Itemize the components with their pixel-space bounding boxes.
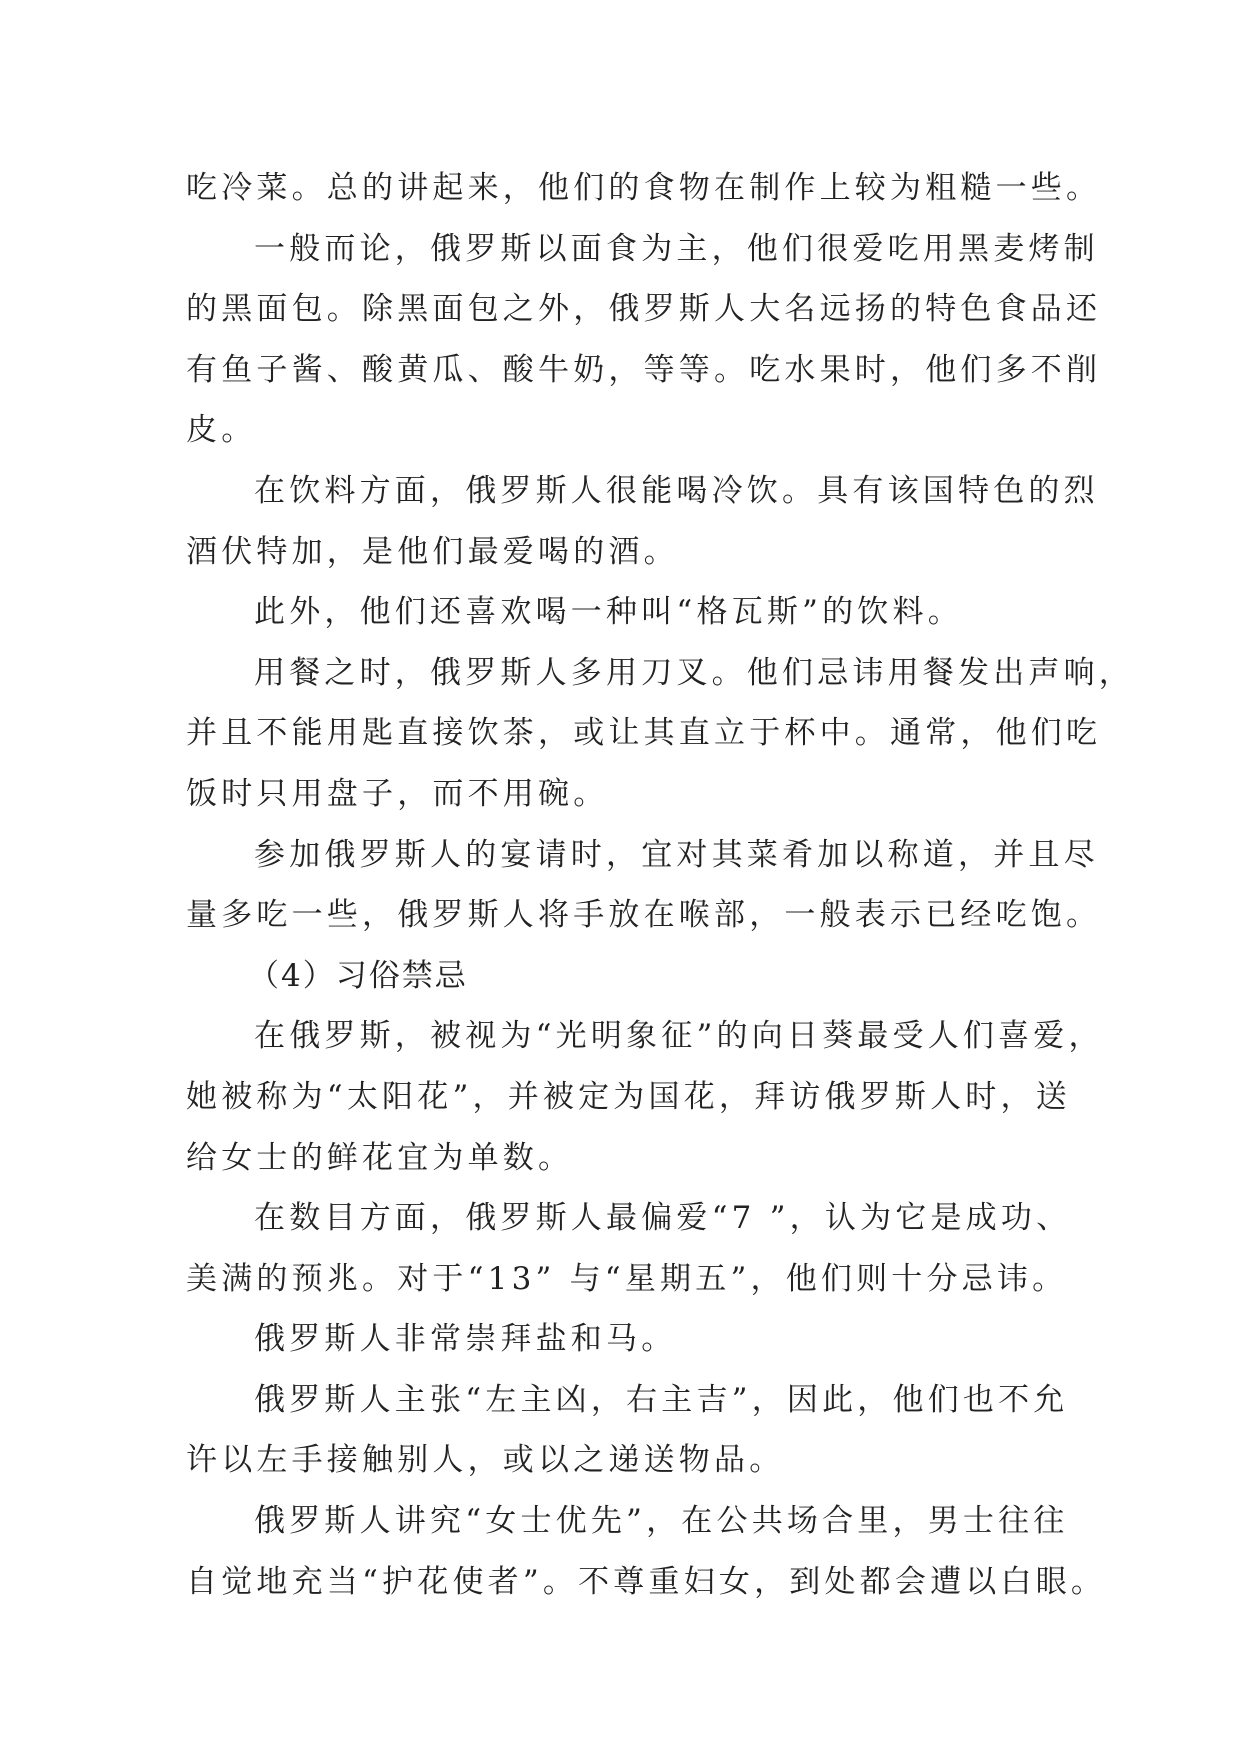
text-line: 在俄罗斯，被视为“光明象征”的向日葵最受人们喜爱，: [254, 1018, 1104, 1055]
text-line: 参加俄罗斯人的宴请时，宜对其菜肴加以称道，并且尽: [254, 836, 1099, 873]
text-line: 俄罗斯人非常崇拜盐和马。: [254, 1321, 677, 1358]
text-line: 饭时只用盘子，而不用碗。: [186, 775, 609, 812]
body-text: [186, 158, 1134, 1612]
text-line: 俄罗斯人主张“左主凶，右主吉”，因此，他们也不允: [254, 1381, 1069, 1418]
text-line: 并且不能用匙直接饮茶，或让其直立于杯中。通常，他们吃: [186, 715, 1102, 752]
text-line: 有鱼子酱、酸黄瓜、酸牛奶，等等。吃水果时，他们多不削: [186, 351, 1102, 388]
text-line: 吃冷菜。总的讲起来，他们的食物在制作上较为粗糙一些。: [186, 170, 1102, 206]
text-line: 量多吃一些，俄罗斯人将手放在喉部，一般表示已经吃饱。: [186, 897, 1102, 934]
text-line: 美满的预兆。对于“13” 与“星期五”，他们则十分忌讳。: [186, 1260, 1068, 1297]
text-line: 酒伏特加，是他们最爱喝的酒。: [186, 533, 679, 570]
text-line: 一般而论，俄罗斯以面食为主，他们很爱吃用黑麦烤制: [254, 230, 1099, 267]
text-line: 的黑面包。除黑面包之外，俄罗斯人大名远扬的特色食品还: [186, 291, 1102, 328]
text-line: 在数目方面，俄罗斯人最偏爱“7 ”，认为它是成功、: [254, 1200, 1072, 1237]
text-line: 给女士的鲜花宜为单数。: [186, 1139, 574, 1176]
text-line: 许以左手接触别人，或以之递送物品。: [186, 1442, 785, 1479]
text-line: 俄罗斯人讲究“女士优先”，在公共场合里，男士往往: [254, 1503, 1069, 1540]
text-line: 在饮料方面，俄罗斯人很能喝冷饮。具有该国特色的烈: [254, 472, 1099, 509]
text-line: 用餐之时，俄罗斯人多用刀叉。他们忌讳用餐发出声响，: [254, 654, 1134, 691]
text-line: 自觉地充当“护花使者”。不尊重妇女，到处都会遭以白眼。: [186, 1563, 1107, 1600]
text-line: 她被称为“太阳花”，并被定为国花，拜访俄罗斯人时，送: [186, 1078, 1071, 1115]
section-heading: （4）习俗禁忌: [248, 957, 468, 994]
text-line: 此外，他们还喜欢喝一种叫“格瓦斯”的饮料。: [254, 594, 963, 631]
text-line: 皮。: [186, 412, 257, 449]
